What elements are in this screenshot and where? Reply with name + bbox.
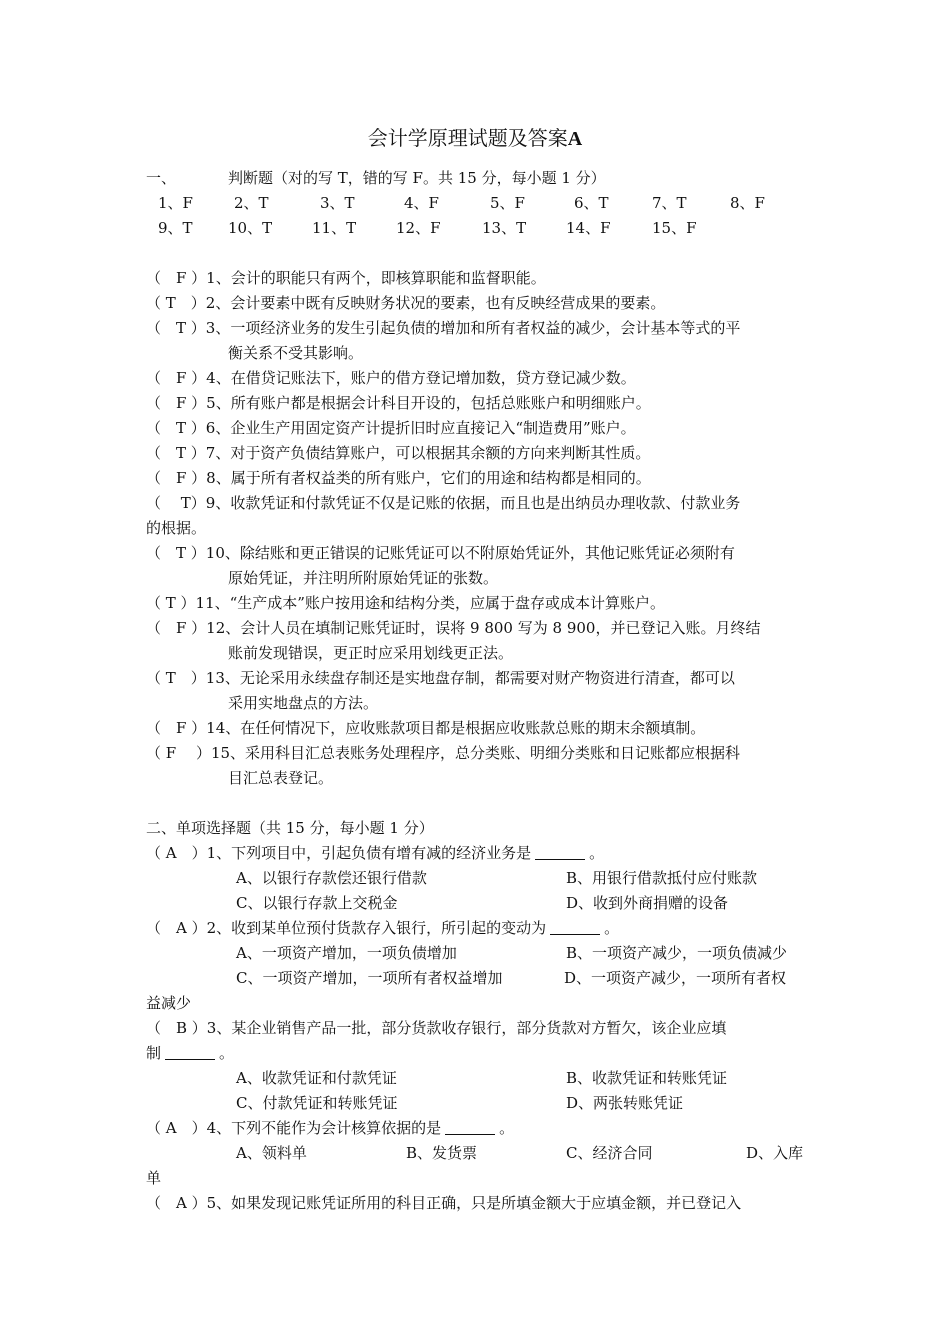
mc-question-3: （ B ）3、某企业销售产品一批，部分货款收存银行，部分货款对方暂欠，该企业应填: [146, 1019, 727, 1037]
mc4-option-d-cont: 单: [146, 1169, 162, 1187]
mc4-option-a: A、领料单: [236, 1144, 307, 1162]
tf-question-12-cont: 账前发现错误，更正时应采用划线更正法。: [228, 644, 514, 662]
answer-item: 13、T: [482, 219, 527, 237]
mc3-option-c: C、付款凭证和转账凭证: [236, 1094, 398, 1112]
tf-question-3: （ T ）3、一项经济业务的发生引起负债的增加和所有者权益的减少，会计基本等式的平: [146, 319, 741, 337]
answer-blank: [535, 844, 585, 860]
mc3-option-a: A、收款凭证和付款凭证: [236, 1069, 397, 1087]
answer-item: 15、F: [652, 219, 697, 237]
tf-question-13: （ T ）13、无论采用永续盘存制还是实地盘存制，都需要对财产物资进行清查，都可以: [146, 669, 735, 687]
mc1-option-c: C、以银行存款上交税金: [236, 894, 398, 912]
section1-heading: 一、 判断题（对的写 T，错的写 F。共 15 分，每小题 1 分）: [146, 169, 606, 187]
answer-item: 5、F: [490, 194, 525, 212]
tf-question-7: （ T ）7、对于资产负债结算账户，可以根据其余额的方向来判断其性质。: [146, 444, 651, 462]
mc2-option-c: C、一项资产增加，一项所有者权益增加: [236, 969, 503, 987]
tf-question-11: （ T ）11、“生产成本”账户按用途和结构分类，应属于盘存或成本计算账户。: [146, 594, 665, 612]
tf-question-8: （ F ）8、属于所有者权益类的所有账户，它们的用途和结构都是相同的。: [146, 469, 651, 487]
mc-question-3-cont: 制 。: [146, 1044, 235, 1062]
tf-question-9: （ T）9、收款凭证和付款凭证不仅是记账的依据，而且也是出纳员办理收款、付款业务: [146, 494, 741, 512]
mc-question-4: （ A ）4、下列不能作为会计核算依据的是 。: [146, 1119, 515, 1137]
mc4-option-c: C、经济合同: [566, 1144, 653, 1162]
tf-question-10-cont: 原始凭证，并注明所附原始凭证的张数。: [228, 569, 499, 587]
answer-item: 11、T: [312, 219, 357, 237]
section2-heading: 二、单项选择题（共 15 分，每小题 1 分）: [146, 819, 434, 837]
mc2-option-a: A、一项资产增加，一项负债增加: [236, 944, 457, 962]
answer-blank: [550, 919, 600, 935]
mc4-option-d: D、入库: [746, 1144, 804, 1162]
answer-blank: [165, 1044, 215, 1060]
tf-question-1: （ F ）1、会计的职能只有两个，即核算职能和监督职能。: [146, 269, 546, 287]
answer-item: 1、F: [158, 194, 193, 212]
tf-question-10: （ T ）10、除结账和更正错误的记账凭证可以不附原始凭证外，其他记账凭证必须附有: [146, 544, 735, 562]
mc1-option-d: D、收到外商捐赠的设备: [566, 894, 729, 912]
answer-item: 6、T: [574, 194, 609, 212]
tf-question-15-cont: 目汇总表登记。: [228, 769, 334, 787]
answer-item: 7、T: [652, 194, 687, 212]
tf-question-6: （ T ）6、企业生产用固定资产计提折旧时应直接记入“制造费用”账户。: [146, 419, 636, 437]
answer-item: 2、T: [234, 194, 269, 212]
answer-item: 10、T: [228, 219, 273, 237]
tf-question-4: （ F ）4、在借贷记账法下，账户的借方登记增加数，贷方登记减少数。: [146, 369, 636, 387]
answer-item: 4、F: [404, 194, 439, 212]
tf-question-14: （ F ）14、在任何情况下，应收账款项目都是根据应收账款总账的期末余额填制。: [146, 719, 706, 737]
answer-blank: [445, 1119, 495, 1135]
tf-question-15: （ F ）15、采用科目汇总表账务处理程序，总分类账、明细分类账和日记账都应根据科: [146, 744, 741, 762]
tf-question-2: （ T ）2、会计要素中既有反映财务状况的要素，也有反映经营成果的要素。: [146, 294, 666, 312]
answer-item: 9、T: [158, 219, 193, 237]
mc4-option-b: B、发货票: [406, 1144, 478, 1162]
answer-item: 12、F: [396, 219, 441, 237]
tf-question-5: （ F ）5、所有账户都是根据会计科目开设的，包括总账账户和明细账户。: [146, 394, 651, 412]
page-title: 会计学原理试题及答案A: [367, 126, 583, 150]
tf-question-12: （ F ）12、会计人员在填制记账凭证时，误将 9 800 写为 8 900，并已登记入账。月终结: [146, 619, 761, 637]
answer-item: 3、T: [320, 194, 355, 212]
tf-question-9-cont: 的根据。: [146, 519, 207, 537]
answer-item: 14、F: [566, 219, 611, 237]
title-suffix: A: [567, 128, 583, 150]
mc1-option-a: A、以银行存款偿还银行借款: [236, 869, 427, 887]
answer-item: 8、F: [730, 194, 765, 212]
mc2-option-b: B、一项资产减少，一项负债减少: [566, 944, 788, 962]
tf-question-13-cont: 采用实地盘点的方法。: [228, 694, 379, 712]
mc2-option-d-cont: 益减少: [146, 994, 192, 1012]
mc3-option-d: D、两张转账凭证: [566, 1094, 684, 1112]
mc-question-2: （ A ）2、收到某单位预付货款存入银行，所引起的变动为 。: [146, 919, 620, 937]
mc-question-1: （ A ）1、下列项目中，引起负债有增有减的经济业务是 。: [146, 844, 605, 862]
mc3-option-b: B、收款凭证和转账凭证: [566, 1069, 728, 1087]
mc1-option-b: B、用银行借款抵付应付账款: [566, 869, 758, 887]
mc2-option-d: D、一项资产减少，一项所有者权: [564, 969, 787, 987]
mc-question-5: （ A ）5、如果发现记账凭证所用的科目正确，只是所填金额大于应填金额，并已登记入: [146, 1194, 742, 1212]
tf-question-3-cont: 衡关系不受其影响。: [228, 344, 364, 362]
